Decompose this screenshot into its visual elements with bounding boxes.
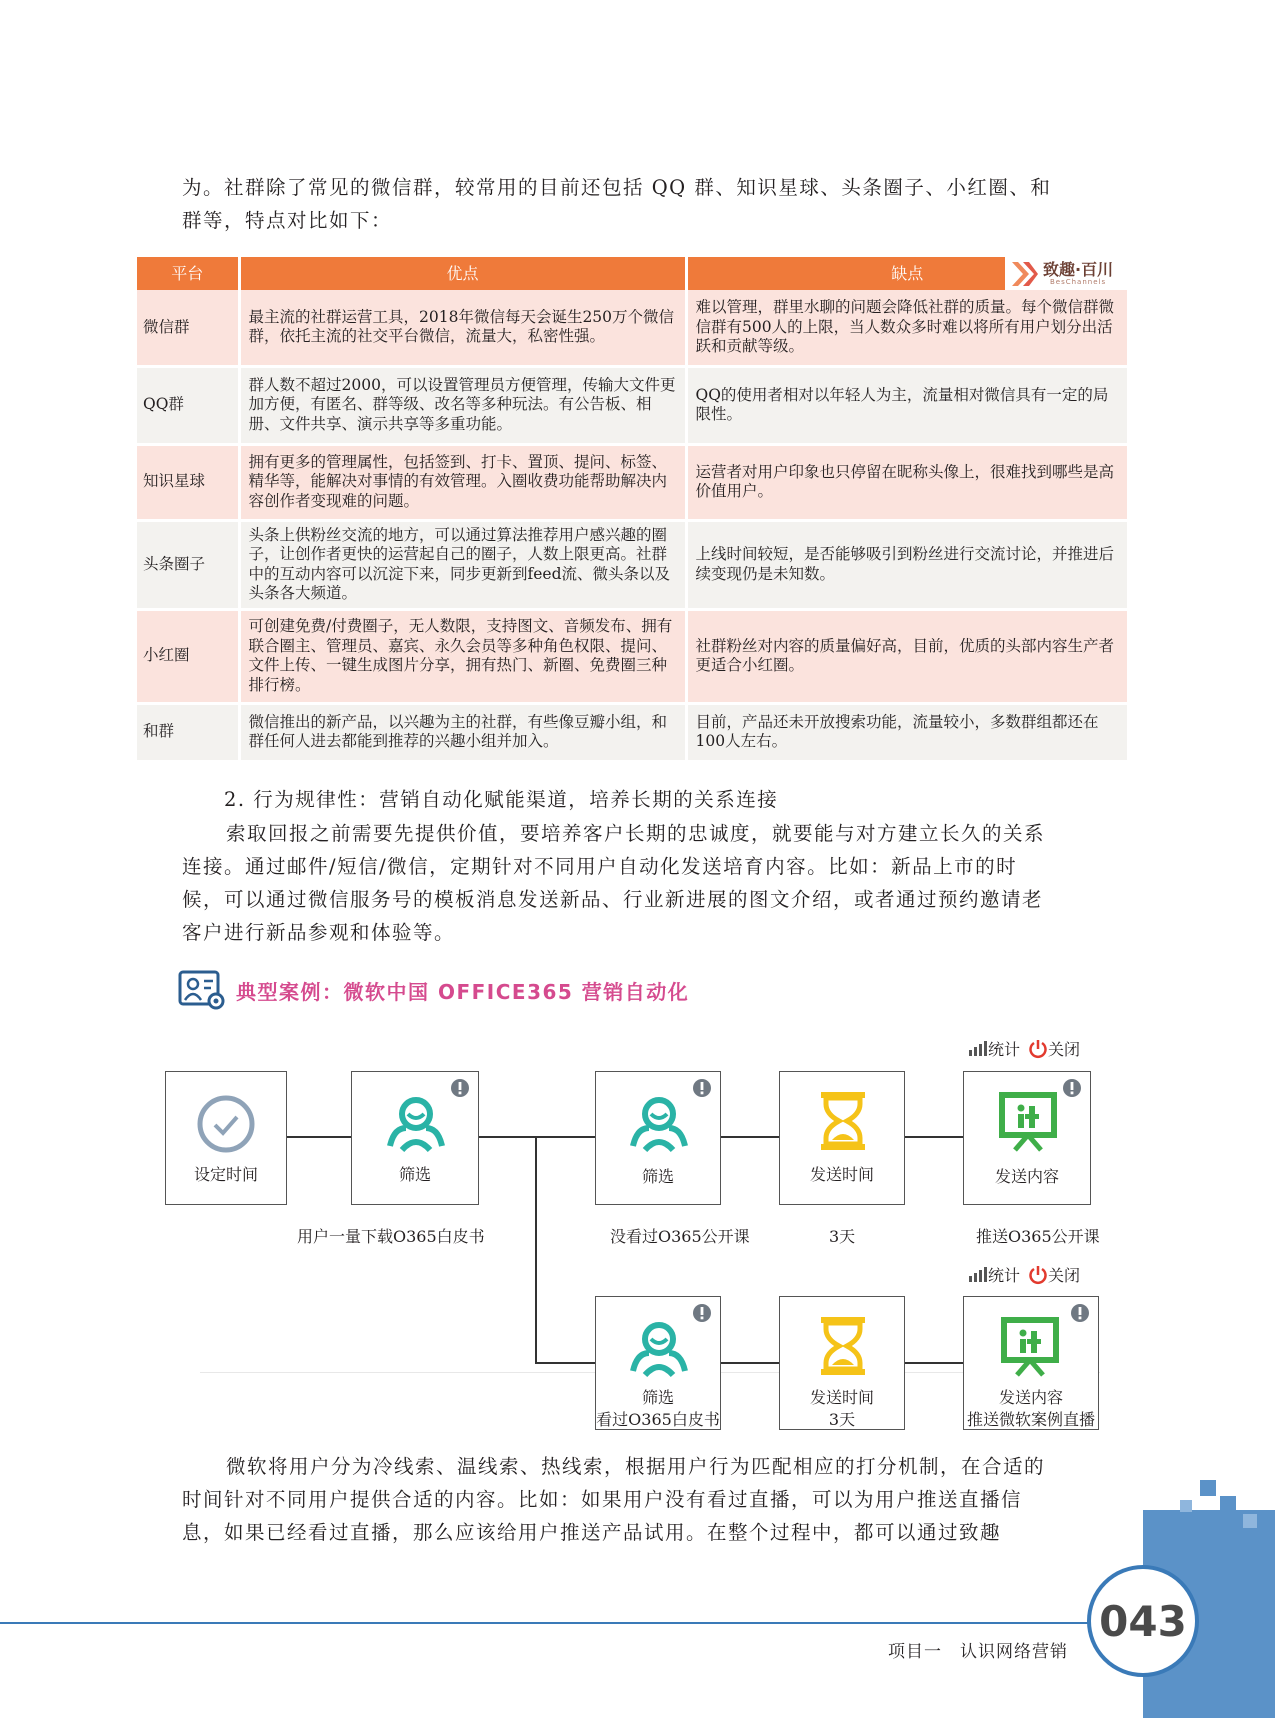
- power-icon[interactable]: [1028, 1039, 1048, 1059]
- flow-node-filter[interactable]: [595, 1296, 721, 1430]
- flow-controls: [968, 1263, 1088, 1286]
- page-number-badge: [1087, 1565, 1199, 1677]
- node-caption: 筛选: [641, 1388, 674, 1407]
- node-caption: 发送内容: [994, 1167, 1059, 1186]
- hourglass-icon: [819, 1315, 867, 1377]
- cell-pros: 可创建免费/付费圈子，无人数限，支持图文、音频发布、拥有联合圈主、管理员、嘉宾、永久会员等多种角色权限、提问、文件上传、一键生成图片分享，拥有热门、新圈、免费圈三种排行榜。: [239, 609, 686, 703]
- hourglass-icon: [819, 1090, 867, 1152]
- table-row: [137, 444, 1127, 520]
- page-number: 043: [1099, 1596, 1187, 1646]
- flow-node-filter[interactable]: [351, 1071, 479, 1205]
- power-icon[interactable]: [1028, 1265, 1048, 1285]
- connector: [905, 1136, 963, 1138]
- flow-node-send-time[interactable]: [779, 1071, 905, 1205]
- cell-platform: 知识星球: [137, 444, 239, 520]
- header-pros: 优点: [239, 257, 686, 290]
- node-subcaption: 看过O365白皮书: [596, 1410, 720, 1429]
- stats-label[interactable]: 统计: [988, 1040, 1021, 1059]
- decor-pixel: [1243, 1514, 1257, 1528]
- flow-label: 推送O365公开课: [976, 1227, 1100, 1246]
- people-icon: [627, 1319, 691, 1377]
- logo-text: 致趣·百川: [1043, 259, 1114, 279]
- chapter-title: 项目一 认识网络营销: [888, 1642, 1068, 1662]
- table-row: [137, 609, 1127, 703]
- presentation-icon: [999, 1092, 1057, 1152]
- people-icon: [627, 1094, 691, 1152]
- cell-pros: 微信推出的新产品，以兴趣为主的社群，有些像豆瓣小组，和群任何人进去都能到推荐的兴趣小组并加入。: [239, 703, 686, 761]
- cell-cons: QQ的使用者相对以年轻人为主，流量相对微信具有一定的局限性。: [686, 366, 1127, 444]
- cell-platform: 和群: [137, 703, 239, 761]
- cell-cons: 社群粉丝对内容的质量偏好高，目前，优质的头部内容生产者更适合小红圈。: [686, 609, 1127, 703]
- cell-platform: 微信群: [137, 290, 239, 366]
- closing-paragraph: [182, 1450, 1086, 1549]
- node-caption: 发送时间: [809, 1165, 874, 1184]
- connector: [479, 1136, 595, 1138]
- cell-platform: 头条圈子: [137, 520, 239, 609]
- flow-label: 3天: [829, 1227, 856, 1246]
- cell-cons: 运营者对用户印象也只停留在昵称头像上，很难找到哪些是高价值用户。: [686, 444, 1127, 520]
- cell-platform: 小红圈: [137, 609, 239, 703]
- table-header-row: [137, 257, 1127, 290]
- text-line: 索取回报之前需要先提供价值，要培养客户长期的忠诚度，就要能与对方建立长久的关系: [226, 822, 1046, 845]
- connector: [721, 1136, 779, 1138]
- section2-heading: [224, 783, 1084, 816]
- header-cons: [686, 257, 1127, 290]
- node-caption: 筛选: [398, 1165, 431, 1184]
- info-badge-icon[interactable]: [692, 1303, 712, 1323]
- close-label[interactable]: 关闭: [1048, 1266, 1081, 1285]
- node-subcaption: 3天: [828, 1410, 856, 1429]
- presentation-icon: [1001, 1317, 1059, 1377]
- text-line: 客户进行新品参观和体验等。: [182, 921, 456, 944]
- connector: [535, 1136, 537, 1362]
- text-line: 候，可以通过微信服务号的模板消息发送新品、行业新进展的图文介绍，或者通过预约邀请老: [182, 888, 1044, 911]
- section-heading-text: 2. 行为规律性：营销自动化赋能渠道，培养长期的关系连接: [224, 788, 779, 811]
- platform-comparison-table: [137, 257, 1127, 763]
- connector: [721, 1362, 779, 1364]
- node-caption: 发送时间: [809, 1388, 874, 1407]
- table-row: [137, 366, 1127, 444]
- section2-paragraph: [182, 817, 1086, 949]
- cell-pros: 拥有更多的管理属性，包括签到、打卡、置顶、提问、标签、精华等，能解决对事情的有效管理。入圈收费功能帮助解决内容创作者变现难的问题。: [239, 444, 686, 520]
- text-line: 连接。通过邮件/短信/微信，定期针对不同用户自动化发送培育内容。比如：新品上市的时: [182, 855, 1018, 878]
- intro-paragraph: [182, 171, 1086, 237]
- beschannels-logo-icon: [1009, 260, 1039, 288]
- text-line: 时间针对不同用户提供合适的内容。比如：如果用户没有看过直播，可以为用户推送直播信: [182, 1488, 1023, 1511]
- text-line: 息，如果已经看过直播，那么应该给用户推送产品试用。在整个过程中，都可以通过致趣: [182, 1521, 1002, 1544]
- cell-pros: 群人数不超过2000，可以设置管理员方便管理，传输大文件更加方便，有匿名、群等级、改名等多种玩法。有公告板、相册、文件共享、演示共享等多重功能。: [239, 366, 686, 444]
- decor-pixel: [1180, 1500, 1192, 1512]
- flow-label: 用户一量下载O365白皮书: [297, 1227, 485, 1246]
- flow-controls: [968, 1037, 1088, 1060]
- connector: [905, 1362, 963, 1364]
- node-subcaption: 推送微软案例直播: [966, 1410, 1095, 1429]
- node-caption: 筛选: [641, 1167, 674, 1186]
- header-platform: 平台: [137, 257, 239, 290]
- info-badge-icon[interactable]: [692, 1078, 712, 1098]
- cell-cons: 目前，产品还未开放搜索功能，流量较小，多数群组都还在100人左右。: [686, 703, 1127, 761]
- text-line: 微软将用户分为冷线索、温线索、热线索，根据用户行为匹配相应的打分机制，在合适的: [226, 1455, 1046, 1478]
- decor-pixel: [1200, 1480, 1216, 1496]
- info-badge-icon[interactable]: [1070, 1303, 1090, 1323]
- stats-icon[interactable]: [968, 1267, 988, 1283]
- case-title: 典型案例：微软中国 OFFICE365 营销自动化: [236, 979, 690, 1004]
- flow-node-send-time[interactable]: [779, 1296, 905, 1430]
- cell-pros: 最主流的社群运营工具，2018年微信每天会诞生250万个微信群，依托主流的社交平台微信，流量大，私密性强。: [239, 290, 686, 366]
- info-badge-icon[interactable]: [1062, 1078, 1082, 1098]
- text-line: 群等，特点对比如下：: [182, 209, 393, 232]
- flow-node-send-content[interactable]: [963, 1296, 1099, 1430]
- stats-label[interactable]: 统计: [988, 1266, 1021, 1285]
- cell-pros: 头条上供粉丝交流的地方，可以通过算法推荐用户感兴趣的圈子，让创作者更快的运营起自己的圈子，人数上限更高。社群中的互动内容可以沉淀下来，同步更新到feed流、微头条以及头条各大频道。: [239, 520, 686, 609]
- flow-label: 没看过O365公开课: [610, 1227, 750, 1246]
- info-badge-icon[interactable]: [450, 1078, 470, 1098]
- header-cons-label: 缺点: [891, 263, 924, 283]
- connector: [535, 1362, 595, 1364]
- cell-cons: 上线时间较短，是否能够吸引到粉丝进行交流讨论，并推进后续变现仍是未知数。: [686, 520, 1127, 609]
- cell-platform: QQ群: [137, 366, 239, 444]
- stats-icon[interactable]: [968, 1041, 988, 1057]
- close-label[interactable]: 关闭: [1048, 1040, 1081, 1059]
- flow-node-filter[interactable]: [595, 1071, 721, 1205]
- people-icon: [384, 1094, 448, 1152]
- logo-subtext: BesChannels: [1049, 277, 1107, 286]
- flow-node-send-content[interactable]: [963, 1071, 1091, 1205]
- table-row: [137, 703, 1127, 761]
- beschannels-logo: [1005, 257, 1127, 290]
- case-study-icon: [178, 970, 226, 1010]
- footer-rule: [0, 1622, 1120, 1624]
- table-row: [137, 520, 1127, 609]
- flow-node-set-time[interactable]: [165, 1071, 287, 1205]
- table-row: [137, 290, 1127, 366]
- case-heading: [178, 970, 689, 1010]
- decor-pixel: [1220, 1496, 1236, 1512]
- cell-cons: 难以管理，群里水聊的问题会降低社群的质量。每个微信群微信群有500人的上限，当人数众多时难以将所有用户划分出活跃和贡献等级。: [686, 290, 1127, 366]
- connector: [287, 1136, 351, 1138]
- node-caption: 设定时间: [193, 1165, 258, 1184]
- node-caption: 发送内容: [998, 1388, 1063, 1407]
- text-line: 为。社群除了常见的微信群，较常用的目前还包括 QQ 群、知识星球、头条圈子、小红圈、和: [182, 176, 1052, 199]
- clock-icon: [195, 1093, 257, 1155]
